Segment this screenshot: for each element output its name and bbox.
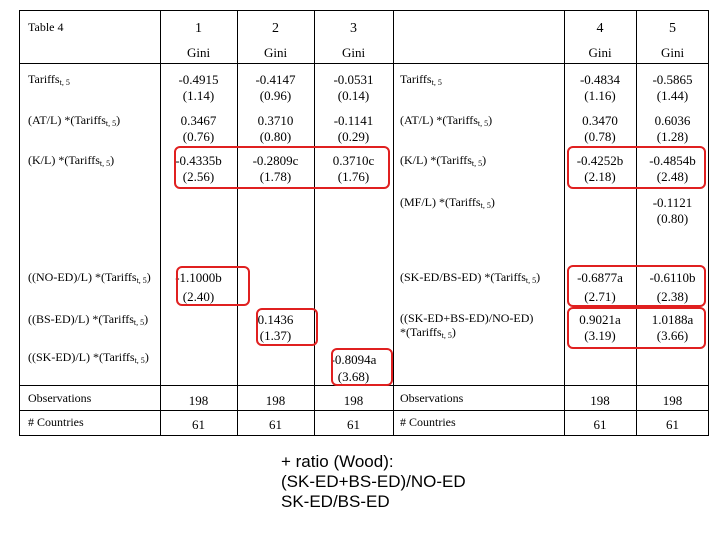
note-line-2: (SK-ED+BS-ED)/NO-ED bbox=[281, 472, 466, 491]
cell-tstat: (1.14) bbox=[182, 88, 215, 103]
col-label-4: Gini bbox=[588, 45, 612, 60]
cell-observations: 198 bbox=[343, 393, 364, 408]
row-label-atl-right: (AT/L) *(Tariffs$_{t, 5}$) bbox=[400, 113, 493, 128]
row-label-ratio-right-line2: *(Tariffs$_{t, 5}$) bbox=[400, 325, 456, 340]
cell-tstat: (0.80) bbox=[656, 211, 689, 226]
row-label-observations: Observations bbox=[28, 391, 92, 405]
cell-tstat: (0.80) bbox=[259, 129, 292, 144]
ratio-note bbox=[281, 452, 466, 512]
row-label-atl: (AT/L) *(Tariffs$_{t, 5}$) bbox=[28, 113, 121, 128]
cell-tstat: (1.28) bbox=[656, 129, 689, 144]
cell-tstat: (0.29) bbox=[337, 129, 370, 144]
highlight-box-skbs bbox=[567, 265, 706, 307]
row-label-kl: (K/L) *(Tariffs$_{t, 5}$) bbox=[28, 153, 115, 168]
cell-tstat: (0.76) bbox=[182, 129, 215, 144]
cell-tstat: (0.14) bbox=[337, 88, 370, 103]
note-line-3: SK-ED/BS-ED bbox=[281, 492, 390, 511]
cell-value: -0.4915 bbox=[178, 72, 219, 87]
cell-value: 0.3710c bbox=[332, 153, 375, 168]
col-number-3: 3 bbox=[350, 21, 357, 36]
row-label-tariffs: Tariffs$_{t, 5}$ bbox=[28, 72, 70, 87]
cell-value: -0.1121 bbox=[652, 195, 693, 210]
cell-tstat: (1.44) bbox=[656, 88, 689, 103]
cell-tstat: (2.71) bbox=[584, 289, 616, 304]
col-label-1: Gini bbox=[186, 45, 211, 60]
cell-countries: 61 bbox=[593, 417, 607, 432]
cell-value: -0.4854b bbox=[649, 153, 696, 168]
row-label-kl-right: (K/L) *(Tariffs$_{t, 5}$) bbox=[400, 153, 487, 168]
header-rule bbox=[19, 63, 709, 64]
cell-tstat: (2.18) bbox=[584, 169, 616, 184]
cell-tstat: (0.78) bbox=[584, 129, 616, 144]
col-number-5: 5 bbox=[669, 21, 676, 36]
row-label-countries-right: # Countries bbox=[400, 415, 456, 429]
cell-observations: 198 bbox=[662, 393, 683, 408]
cell-tstat: (3.68) bbox=[337, 369, 370, 384]
highlight-box-sked bbox=[331, 348, 393, 386]
cell-tstat: (1.16) bbox=[584, 88, 616, 103]
cell-value: -0.8094a bbox=[330, 352, 377, 367]
row-label-tariffs-right: Tariffs$_{t, 5}$ bbox=[400, 72, 442, 87]
cell-value: 0.3470 bbox=[582, 113, 618, 128]
cell-value: -0.4335b bbox=[175, 153, 222, 168]
cell-tstat: (0.96) bbox=[259, 88, 292, 103]
cell-value: 0.3710 bbox=[257, 113, 294, 128]
cell-tstat: (3.19) bbox=[584, 328, 616, 343]
row-label-sked: ((SK-ED)/L) *(Tariffs$_{t, 5}$) bbox=[28, 350, 149, 365]
cell-value: -0.4252b bbox=[576, 153, 624, 168]
highlight-box-kl-cols-4-5 bbox=[567, 146, 706, 189]
cell-tstat: (3.66) bbox=[656, 328, 689, 343]
note-line-1: + ratio (Wood): bbox=[281, 452, 394, 471]
cell-value: 0.6036 bbox=[654, 113, 691, 128]
row-label-observations-right: Observations bbox=[400, 391, 464, 405]
cell-value: -1.1000b bbox=[175, 270, 222, 285]
table-title: Table 4 bbox=[28, 20, 64, 34]
cell-value: -0.1141 bbox=[333, 113, 374, 128]
row-label-bsed: ((BS-ED)/L) *(Tariffs$_{t, 5}$) bbox=[28, 312, 149, 327]
col-number-2: 2 bbox=[272, 21, 279, 36]
cell-value: 0.9021a bbox=[579, 312, 621, 327]
cell-value: -0.4834 bbox=[579, 72, 621, 87]
row-label-noed: ((NO-ED)/L) *(Tariffs$_{t, 5}$) bbox=[28, 270, 151, 285]
cell-tstat: (1.76) bbox=[337, 169, 370, 184]
cell-countries: 61 bbox=[192, 417, 205, 432]
highlight-box-kl-cols-1-3 bbox=[174, 146, 390, 189]
row-label-mfl-right: (MF/L) *(Tariffs$_{t, 5}$) bbox=[400, 195, 495, 210]
cell-tstat: (1.78) bbox=[259, 169, 292, 184]
cell-value: -0.4147 bbox=[255, 72, 296, 87]
cell-observations: 198 bbox=[265, 393, 286, 408]
col-number-4: 4 bbox=[596, 21, 604, 36]
cell-tstat: (2.56) bbox=[182, 169, 215, 184]
cell-value: 1.0188a bbox=[651, 312, 694, 327]
cell-countries: 61 bbox=[269, 417, 282, 432]
col-divider bbox=[393, 10, 394, 436]
highlight-box-bsed bbox=[256, 308, 318, 346]
row-label-countries: # Countries bbox=[28, 415, 84, 429]
cell-value: 0.3467 bbox=[180, 113, 217, 128]
row-rule bbox=[19, 410, 709, 411]
cell-observations: 198 bbox=[590, 393, 610, 408]
cell-value: -0.5865 bbox=[652, 72, 693, 87]
col-number-1: 1 bbox=[195, 21, 202, 36]
cell-value: -0.6877a bbox=[577, 270, 623, 285]
row-label-ratio-right-line1: ((SK-ED+BS-ED)/NO-ED) bbox=[400, 311, 534, 325]
col-label-3: Gini bbox=[341, 45, 366, 60]
row-label-skbs-right: (SK-ED/BS-ED) *(Tariffs$_{t, 5}$) bbox=[400, 270, 541, 285]
col-label-5: Gini bbox=[660, 45, 685, 60]
cell-value: -0.2809c bbox=[252, 153, 299, 168]
highlight-box-noed bbox=[176, 266, 250, 306]
cell-countries: 61 bbox=[347, 417, 360, 432]
cell-tstat: (1.37) bbox=[259, 328, 292, 343]
cell-observations: 198 bbox=[188, 393, 209, 408]
cell-countries: 61 bbox=[666, 417, 679, 432]
col-label-2: Gini bbox=[263, 45, 288, 60]
cell-tstat: (2.48) bbox=[656, 169, 689, 184]
cell-tstat: (2.40) bbox=[182, 289, 215, 304]
cell-tstat: (2.38) bbox=[656, 289, 689, 304]
cell-value: -0.0531 bbox=[333, 72, 374, 87]
cell-value: 0.1436 bbox=[257, 312, 294, 327]
cell-value: -0.6110b bbox=[649, 270, 696, 285]
highlight-box-ratio bbox=[567, 307, 706, 349]
